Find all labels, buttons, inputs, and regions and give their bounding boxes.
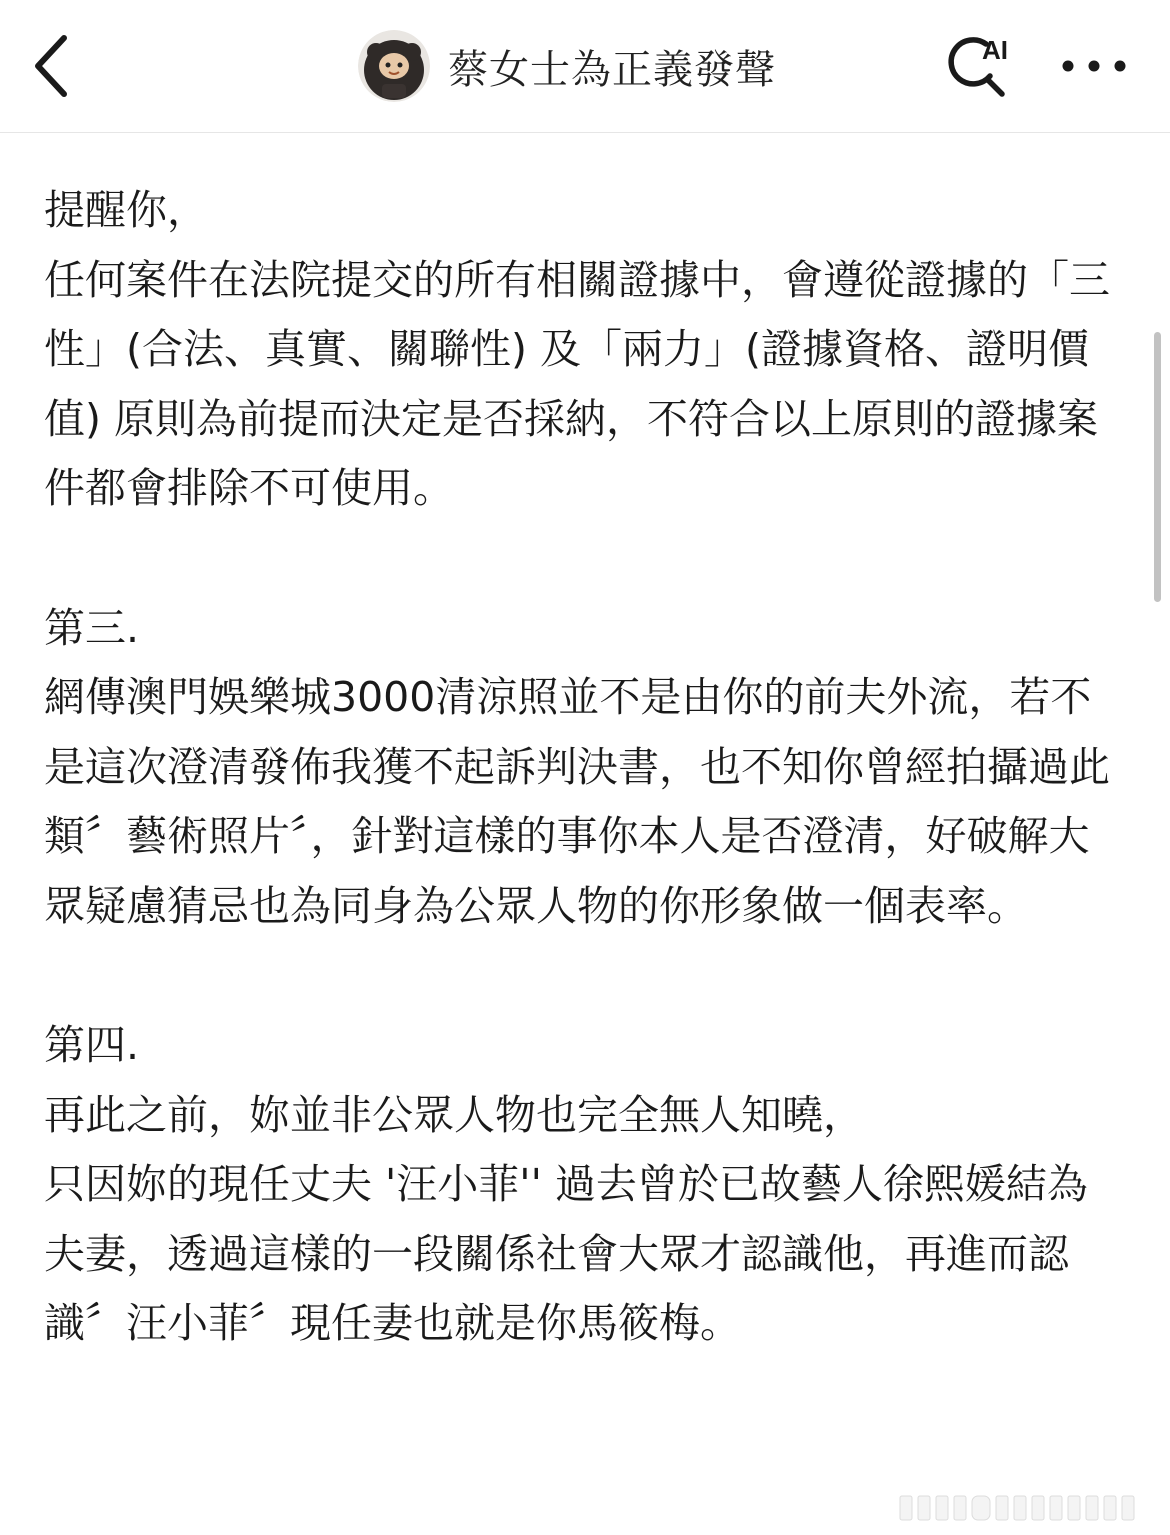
watermark bbox=[898, 1490, 1148, 1524]
section-heading: 第三. bbox=[44, 603, 140, 652]
text-line: 提醒你， bbox=[44, 186, 208, 234]
chevron-left-icon bbox=[22, 28, 86, 104]
ai-search-icon bbox=[940, 30, 1020, 102]
watermark-glyph-strip bbox=[898, 1490, 1148, 1524]
paragraph-spacer bbox=[44, 524, 1128, 594]
text-line: 再此之前，妳並非公眾人物也完全無人知曉， bbox=[44, 1090, 864, 1139]
post-body bbox=[44, 176, 1128, 1359]
back-button[interactable] bbox=[22, 28, 86, 104]
more-dots-icon bbox=[1054, 40, 1134, 92]
ai-search-button[interactable] bbox=[940, 30, 1020, 102]
text-paragraph: 任何案件在法院提交的所有相關證據中，會遵從證據的「三性」(合法、真實、關聯性) 及「兩力」(證據資格、證明價值) 原則為前提而決定是否採納，不符合以上原則的證據案件都會排除不可使用。 bbox=[44, 255, 1110, 512]
scrollbar[interactable] bbox=[1154, 332, 1161, 602]
text-paragraph: 只因妳的現任丈夫 '汪小菲'' 過去曾於已故藝人徐熙媛結為夫妻，透過這樣的一段關係社會大眾才認識他，再進而認識〞汪小菲〞現任妻也就是你馬筱梅。 bbox=[44, 1160, 1088, 1347]
more-options-button[interactable] bbox=[1054, 40, 1134, 92]
text-paragraph: 網傳澳門娛樂城3000清涼照並不是由你的前夫外流，若不是這次澄清發佈我獲不起訴判決書，也不知你曾經拍攝過此類〞藝術照片〞，針對這樣的事你本人是否澄清，好破解大眾疑慮猜忌也為同身為公眾人物的你形象做一個表率。 bbox=[44, 673, 1110, 930]
top-nav-bar bbox=[0, 0, 1170, 133]
svg-text:AI: AI bbox=[982, 35, 1008, 65]
section-heading: 第四. bbox=[44, 1021, 140, 1069]
paragraph-spacer bbox=[44, 941, 1128, 1011]
channel-name: 蔡女士為正義發聲 bbox=[448, 46, 776, 93]
avatar-doll-icon bbox=[358, 30, 430, 102]
avatar[interactable] bbox=[358, 30, 430, 102]
channel-title[interactable] bbox=[358, 30, 776, 102]
